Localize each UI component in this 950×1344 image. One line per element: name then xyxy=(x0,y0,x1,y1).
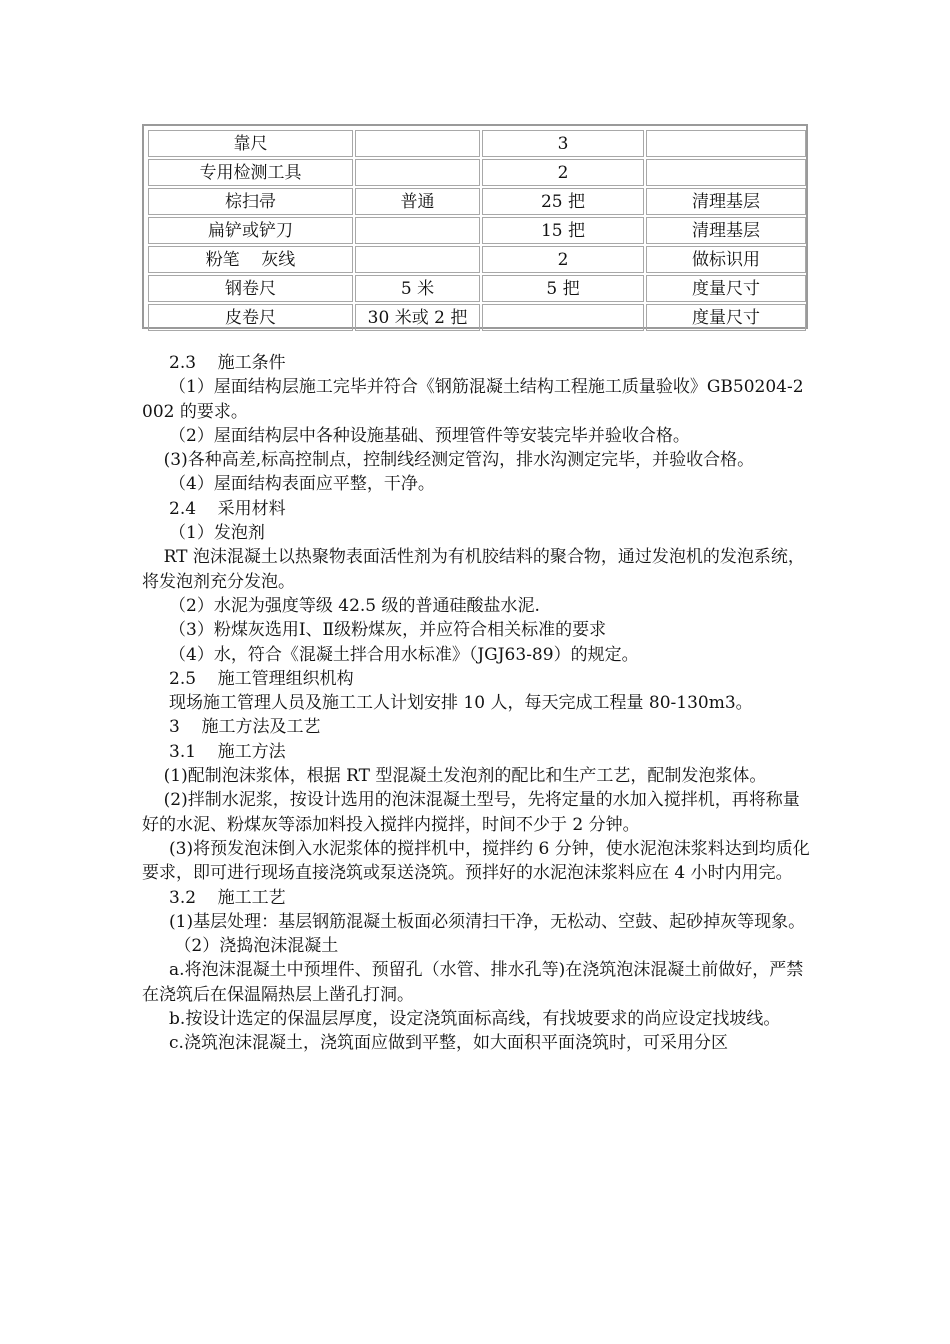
paragraph: （3）粉煤灰选用Ⅰ、Ⅱ级粉煤灰，并应符合相关标准的要求 xyxy=(142,620,607,641)
table-cell: 5 米 xyxy=(355,275,480,302)
paragraph: (1)基层处理：基层钢筋混凝土板面必须清扫干净，无松动、空鼓、起砂掉灰等现象。 xyxy=(142,911,806,932)
table-cell: 扁铲或铲刀 xyxy=(148,217,353,244)
paragraph: (3)将预发泡沫倒入水泥浆体的搅拌机中，搅拌约 6 分钟，使水泥泡沫浆料达到均质化要求，即可进行现场直接浇筑或泵送浇筑。预拌好的水泥泡沫浆料应在 4 小时内用完。 xyxy=(142,838,810,884)
table-cell: 做标识用 xyxy=(646,246,806,273)
paragraph: c.浇筑泡沫混凝土，浇筑面应做到平整，如大面积平面浇筑时，可采用分区 xyxy=(142,1033,728,1054)
table-row xyxy=(148,217,806,244)
table-cell: 3 xyxy=(482,130,644,157)
table-cell: 粉笔 灰线 xyxy=(148,246,353,273)
table-cell: 2 xyxy=(482,246,644,273)
paragraph: 2.5 施工管理组织机构 xyxy=(142,668,354,689)
table-cell: 棕扫帚 xyxy=(148,188,353,215)
table-row xyxy=(148,246,806,273)
table-cell: 15 把 xyxy=(482,217,644,244)
tools-table xyxy=(146,128,808,333)
table-cell xyxy=(355,159,480,186)
paragraph: 3.2 施工工艺 xyxy=(142,887,286,908)
paragraph: 3.1 施工方法 xyxy=(142,741,286,762)
table-cell xyxy=(355,246,480,273)
paragraph: a.将泡沫混凝土中预埋件、预留孔（水管、排水孔等)在浇筑泡沫混凝土前做好，严禁在浇筑后在保温隔热层上凿孔打洞。 xyxy=(142,960,804,1005)
document-body xyxy=(142,351,810,1056)
table-cell: 度量尺寸 xyxy=(646,304,806,331)
paragraph: 现场施工管理人员及施工工人计划安排 10 人，每天完成工程量 80-130m3。 xyxy=(142,693,753,714)
paragraph: （2）屋面结构层中各种设施基础、预埋管件等安装完毕并验收合格。 xyxy=(142,425,690,446)
table-cell xyxy=(355,130,480,157)
paragraph: (1)配制泡沫浆体，根据 RT 型混凝土发泡剂的配比和生产工艺，配制发泡浆体。 xyxy=(142,766,767,787)
table-cell xyxy=(646,130,806,157)
paragraph: 2.3 施工条件 xyxy=(142,353,286,373)
table-row xyxy=(148,159,806,186)
table-cell: 皮卷尺 xyxy=(148,304,353,331)
table-cell: 清理基层 xyxy=(646,217,806,244)
table-cell: 5 把 xyxy=(482,275,644,302)
paragraph: 2.4 采用材料 xyxy=(142,498,286,519)
paragraph: RT 泡沫混凝土以热聚物表面活性剂为有机胶结料的聚合物，通过发泡机的发泡系统，将发泡剂充分发泡。 xyxy=(142,547,805,592)
table-cell: 专用检测工具 xyxy=(148,159,353,186)
paragraph: 3 施工方法及工艺 xyxy=(142,717,321,738)
paragraph: （1）发泡剂 xyxy=(142,523,265,544)
paragraph: （4）屋面结构表面应平整，干净。 xyxy=(142,474,435,495)
table-row xyxy=(148,188,806,215)
tools-table-frame xyxy=(142,124,808,329)
paragraph: （2）浇捣泡沫混凝土 xyxy=(142,936,339,957)
table-cell: 25 把 xyxy=(482,188,644,215)
table-cell: 普通 xyxy=(355,188,480,215)
table-cell: 清理基层 xyxy=(646,188,806,215)
table-row xyxy=(148,304,806,331)
paragraph: (3)各种高差,标高控制点，控制线经测定管沟，排水沟测定完毕，并验收合格。 xyxy=(142,450,755,471)
table-cell: 度量尺寸 xyxy=(646,275,806,302)
table-cell xyxy=(355,217,480,244)
table-cell: 30 米或 2 把 xyxy=(355,304,480,331)
table-cell: 钢卷尺 xyxy=(148,275,353,302)
table-cell xyxy=(482,304,644,331)
paragraph: (2)拌制水泥浆，按设计选用的泡沫混凝土型号，先将定量的水加入搅拌机，再将称量好的水泥、粉煤灰等添加料投入搅拌内搅拌，时间不少于 2 分钟。 xyxy=(142,790,800,835)
table-row xyxy=(148,275,806,302)
paragraph: b.按设计选定的保温层厚度，设定浇筑面标高线，有找坡要求的尚应设定找坡线。 xyxy=(142,1009,781,1030)
paragraph: （4）水，符合《混凝土拌合用水标准》（JGJ63-89）的规定。 xyxy=(142,644,639,665)
table-cell: 2 xyxy=(482,159,644,186)
paragraph: （2）水泥为强度等级 42.5 级的普通硅酸盐水泥. xyxy=(142,595,540,616)
tools-table-body xyxy=(148,130,806,331)
table-cell xyxy=(646,159,806,186)
table-row xyxy=(148,130,806,157)
paragraph: （1）屋面结构层施工完毕并符合《钢筋混凝土结构工程施工质量验收》GB50204-2002 的要求。 xyxy=(142,377,804,422)
table-cell: 靠尺 xyxy=(148,130,353,157)
